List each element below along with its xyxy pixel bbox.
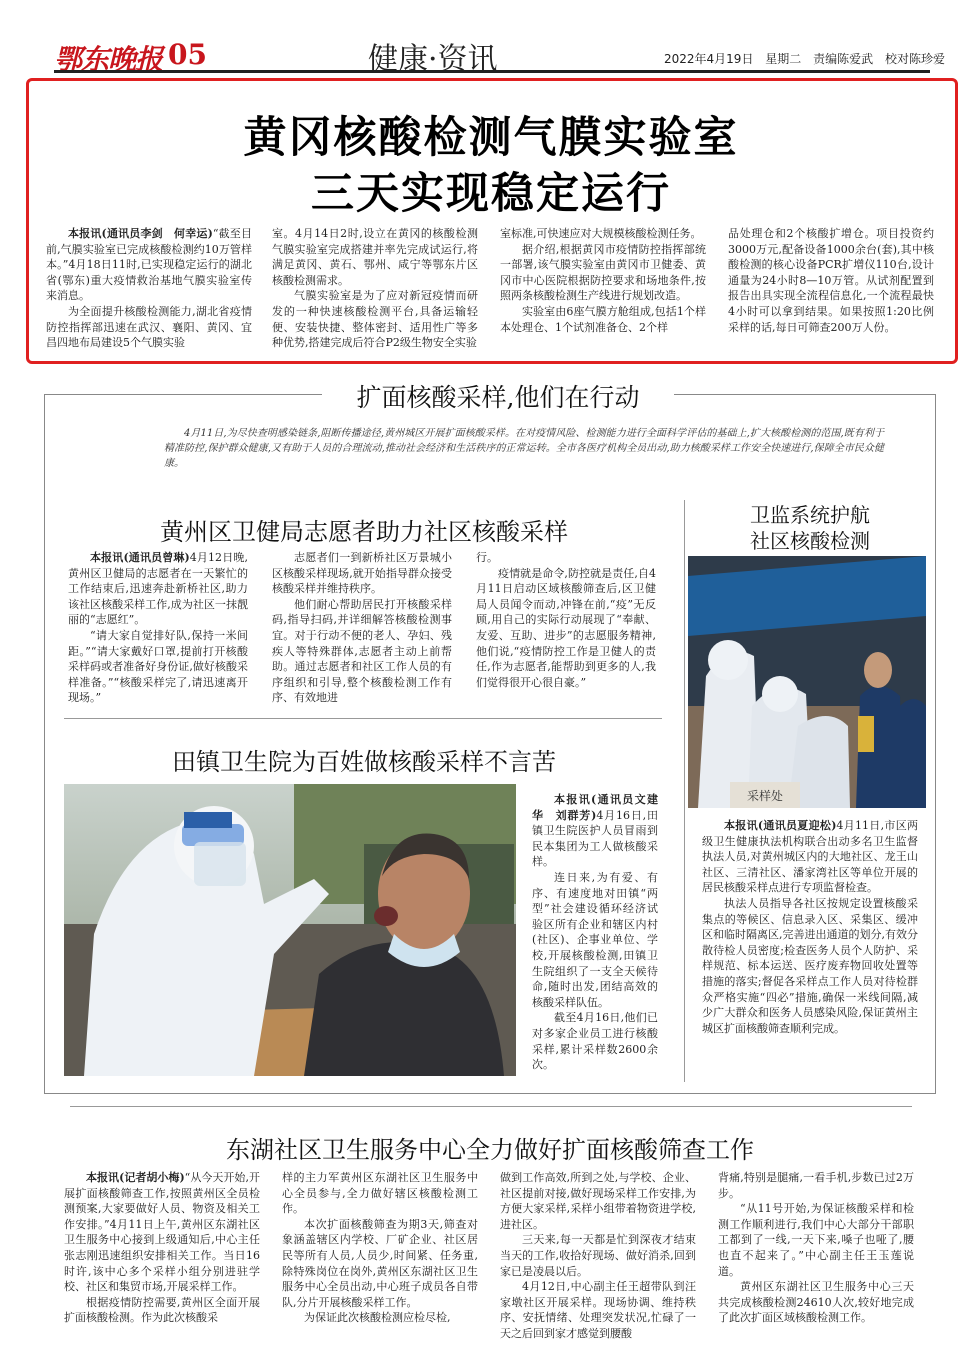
divider <box>70 1106 912 1107</box>
divider <box>64 718 662 719</box>
story-d-col-2 <box>282 1170 478 1340</box>
story-d-col-1 <box>64 1170 260 1340</box>
story-d-text: 为保证此次核酸检测应检尽检, <box>304 1311 451 1325</box>
top-story-byline: 本报讯(通讯员李剑 何幸运) <box>68 227 213 240</box>
story-a-headline: 黄州区卫健局志愿者助力社区核酸采样 <box>160 518 568 546</box>
story-d-byline: 本报讯(记者胡小梅) <box>86 1171 185 1184</box>
story-b-paragraph: 4月16日,田镇卫生院医护人员冒雨到民本集团为工人做核酸采样。 <box>532 808 658 869</box>
story-a-text: 疫情就是命令,防控就是责任,自4月11日启动区域核酸筛查后,区卫健局人员闻令而动,冲锋在前,“疫”无反顾,用自己的实际行动展现了“奉献、友爱、互助、进步”的志愿服务精神,他们说,“疫情防控工作是卫健人的责任,作为志愿者,能帮助到更多的人,我们觉得很开心很自豪。” <box>476 566 656 689</box>
issue-date: 2022年4月19日 <box>664 52 754 66</box>
story-d-text: 本次扩面核酸筛查为期3天,筛查对象涵盖辖区内学校、厂矿企业、社区居民等所有人员,人员少,时间紧、任务重,除特殊岗位在岗外,黄州区东湖社区卫生服务中心全员出动,中心班子成员各自带队,分片开展核酸采样工作。 <box>282 1217 478 1309</box>
story-d-col-4 <box>718 1170 914 1340</box>
story-d-text: 根据疫情防控需要,黄州区全面开展扩面核酸检测。作为此次核酸采 <box>64 1295 260 1325</box>
top-story-text: 室标准,可快速应对大规模核酸检测任务。 <box>500 227 702 240</box>
story-a-text: 行。 <box>476 551 498 564</box>
story-b-paragraph: 截至4月16日,他们已对多家企业员工进行核酸采样,累计采样数2600余次。 <box>532 1011 658 1072</box>
feature-intro: 4月11日,为尽快查明感染链条,阻断传播途径,黄州城区开展扩面核酸采样。在对疫情风险、检测能力进行全面科学评估的基础上,扩大核酸检测的范围,既有利于精准防控,保护群众健康,又有助于人员的合理流动,推动社会经济和生活秩序的正常运转。全市各医疗机构全员出动,助力核酸采样工作安全快速进行,保障全市民众健康。 <box>164 428 884 469</box>
issue-info <box>664 50 953 67</box>
story-c-byline: 本报讯(通讯员夏迎松) <box>724 819 837 832</box>
editor-credit: 责编陈爱武 <box>813 52 874 66</box>
top-story-col-2 <box>272 226 478 350</box>
top-story-text: 实验室由6座气膜方舱组成,包括1个样本处理仓、1个试剂准备仓、2个样 <box>500 304 706 334</box>
top-story-text: 品处理仓和2个核酸扩增仓。项目投资约3000万元,配备设备1000余台(套),其中核酸检测的核心设备PCR扩增仪110台,设计通量为24小时8—10万管。从试剂配置到报告出具实现全流程信息化,一个流程最快4小时可以拿到结果。如果按照1:20比例采样的话,每日可筛查200万人份。 <box>728 227 934 334</box>
story-d-text: 三天来,每一天都是忙到深夜才结束当天的工作,收拾好现场、做好消杀,回到家已是凌晨以后。 <box>500 1233 696 1278</box>
top-story-text: 气膜实验室是为了应对新冠疫情而研发的一种快速核酸检测平台,具备运输轻便、安装快捷、整体密封、适用性广等多种优势,搭建完成后符合P2级生物安全实验 <box>272 289 478 350</box>
story-c-paragraph: 4月11日,市区两级卫生健康执法机构联合出动多名卫生监督执法人员,对黄州城区内的大地社区、龙王山社区、三清社区、潘家湾社区等单位开展的居民核酸采样点进行专项监督检查。 <box>702 819 918 895</box>
top-story-headline-line1: 黄冈核酸检测气膜实验室 <box>243 113 739 163</box>
proofreader-credit: 校对陈珍爱 <box>884 52 945 66</box>
story-a-col-3 <box>476 550 656 706</box>
story-a-text: 志愿者们一到新桥社区万景城小区核酸采样现场,就开始指导群众接受核酸采样并维持秩序。 <box>272 551 452 596</box>
story-d-headline: 东湖社区卫生服务中心全力做好扩面核酸筛查工作 <box>226 1136 754 1164</box>
masthead-rule <box>54 70 930 73</box>
inspection-photo-illustration <box>688 556 926 808</box>
story-c-headline <box>700 502 920 554</box>
story-b-paragraph: 连日来,为有爱、有序、有速度地对田镇“两型”社会建设循环经济试验区所有企业和辖区内村(社区)、企事业单位、学校,开展核酸检测,田镇卫生院组织了一支全天候待命,随时出发,团结高效的核酸采样队伍。 <box>532 870 658 1009</box>
story-c-headline-line2: 社区核酸检测 <box>750 529 870 553</box>
story-a-col-2 <box>272 550 452 706</box>
top-story-col-1 <box>46 226 252 350</box>
story-d-text: 样的主力军黄州区东湖社区卫生服务中心全员参与,全力做好辖区核酸检测工作。 <box>282 1171 478 1216</box>
section-title: 健康·资讯 <box>368 42 498 77</box>
story-d-text: 4月12日,中心副主任王超带队到汪家墩社区开展采样。现场协调、维持秩序、安抚情绪、处理突发状况,忙碌了一天之后回到家才感觉到腰酸 <box>500 1280 696 1340</box>
story-d-text: “从今天开始,开展扩面核酸筛查工作,按照黄州区全员检测预案,大家要做好人员、物资及相关工作安排。”4月11日上午,黄州区东湖社区卫生服务中心接到上级通知后,中心主任张志刚迅速组织安排相关工作。当日16时许,该中心多个采样小组分别进驻学校、社区和集贸市场,开展采样工作。 <box>64 1171 260 1294</box>
top-story-text: 为全面提升核酸检测能力,湖北省疫情防控指挥部迅速在武汉、襄阳、黄冈、宜昌四地布局建设5个气膜实验 <box>46 304 252 350</box>
story-b-headline: 田镇卫生院为百姓做核酸采样不言苦 <box>172 748 556 776</box>
top-story-headline-line2: 三天实现稳定运行 <box>311 169 671 219</box>
column-divider <box>684 500 685 1082</box>
top-story-text: “截至目前,气膜实验室已完成核酸检测约10万管样本。”4月18日11时,已实现稳定运行的湖北省(鄂东)重大疫情救治基地气膜实验室传来消息。 <box>46 227 252 303</box>
masthead-logo: 鄂东晚报 <box>54 43 163 76</box>
sampling-site-sign: 采样处 <box>746 789 784 803</box>
top-story-col-4 <box>728 226 934 350</box>
page-number: 05 <box>168 38 207 71</box>
top-story-col-3 <box>500 226 706 350</box>
story-d-text: 背痛,特别是腿痛,一看手机,步数已过2万步。 <box>718 1171 914 1200</box>
story-c-headline-line1: 卫监系统护航 <box>750 503 870 527</box>
story-a-byline: 本报讯(通讯员曾琳) <box>90 551 190 564</box>
top-story-text: 室。4月14日2时,设立在黄冈的核酸检测气膜实验室完成搭建并率先完成试运行,将满足黄冈、黄石、鄂州、咸宁等鄂东片区核酸检测需求。 <box>272 227 478 287</box>
story-a-text: 4月12日晚,黄州区卫健局的志愿者在一天繁忙的工作结束后,迅速奔赴新桥社区,助力该社区核酸采样工作,成为社区一抹靓丽的“志愿红”。 <box>68 551 248 627</box>
story-c-photo <box>688 556 926 808</box>
story-c-text <box>702 818 918 1066</box>
story-a-text: “请大家自觉排好队,保持一米间距。”“请大家戴好口罩,提前打开核酸采样码或者准备好身份证,做好核酸采样准备。”“核酸采样完了,请迅速离开现场。” <box>68 628 248 705</box>
issue-weekday: 星期二 <box>765 52 802 66</box>
story-c-paragraph: 执法人员指导各社区按规定设置核酸采集点的等候区、信息录入区、采集区、缓冲区和临时隔离区,完善进出通道的划分,有效分散待检人员密度;检查医务人员个人防护、采样规范、标本运送、医疗废弃物回收处置等措施的落实;督促各采样点工作人员对待检群众严格实施“四必”措施,确保一米线间隔,减少广大群众和医务人员感染风险,保证黄州主城区扩面核酸筛查顺利完成。 <box>702 896 918 1035</box>
story-d-text: 黄州区东湖社区卫生服务中心三天共完成核酸检测24610人次,较好地完成了此次扩面区域核酸检测工作。 <box>718 1280 914 1325</box>
feature-title: 扩面核酸采样,他们在行动 <box>322 378 674 414</box>
story-b-photo <box>64 784 516 1076</box>
top-story-text: 据介绍,根据黄冈市疫情防控指挥部统一部署,该气膜实验室由黄冈市卫健委、黄冈市中心医院根据防控要求和场地条件,按照两条核酸检测生产线进行规划改造。 <box>500 242 706 303</box>
story-d-text: 做到工作高效,所到之处,与学校、企业、社区提前对接,做好现场采样工作安排,为方便大家采样,采样小组带着物资进学校,进社区。 <box>500 1171 696 1231</box>
sampling-photo-illustration <box>64 784 516 1076</box>
story-b-text <box>532 792 658 1078</box>
story-d-col-3 <box>500 1170 696 1340</box>
story-b-byline: 本报讯(通讯员文建华 刘群芳) <box>532 793 658 822</box>
story-a-col-1 <box>68 550 248 706</box>
story-d-text: “从11号开始,为保证核酸采样和检测工作顺利进行,我们中心大部分干部职工都到了一线,一天下来,嗓子也哑了,腰也直不起来了。”中心副主任王玉莲说道。 <box>718 1202 914 1278</box>
story-a-text: 他们耐心帮助居民打开核酸采样码,指导扫码,并详细解答核酸检测事宜。对于行动不便的老人、孕妇、残疾人等特殊群体,志愿者主动上前帮助。通过志愿者和社区工作人员的有序组织和引导,整个核酸检测工作有序、有效地进 <box>272 597 452 705</box>
